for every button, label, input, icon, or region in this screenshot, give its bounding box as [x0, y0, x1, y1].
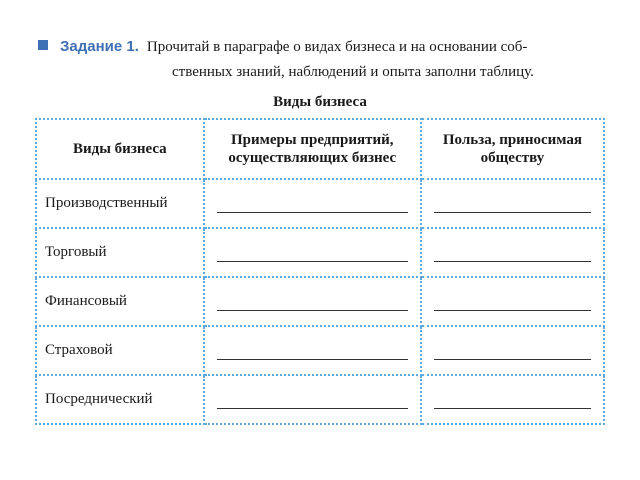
business-types-table [35, 118, 605, 425]
table-row [36, 375, 604, 424]
benefit-answer-field[interactable] [421, 326, 604, 375]
header-business-types: Виды бизнеса [36, 119, 204, 179]
examples-answer-field[interactable] [204, 375, 421, 424]
examples-answer-field[interactable] [204, 179, 421, 228]
task-text-line2: ственных знаний, наблюдений и опыта заполни таблицу. [172, 64, 534, 80]
answer-line [217, 359, 408, 360]
answer-line [217, 408, 408, 409]
task-block [38, 38, 618, 82]
answer-line [434, 359, 591, 360]
answer-line [434, 310, 591, 311]
answer-line [217, 261, 408, 262]
task-label: Задание 1. [60, 38, 139, 55]
square-bullet-icon [38, 40, 48, 50]
answer-line [434, 408, 591, 409]
examples-answer-field[interactable] [204, 326, 421, 375]
header-social-benefit: Польза, приносимая обществу [421, 119, 604, 179]
benefit-answer-field[interactable] [421, 277, 604, 326]
row-label: Страховой [36, 326, 204, 375]
examples-answer-field[interactable] [204, 228, 421, 277]
row-label: Торговый [36, 228, 204, 277]
row-label: Производственный [36, 179, 204, 228]
row-label: Посреднический [36, 375, 204, 424]
row-label: Финансовый [36, 277, 204, 326]
table-header-row [36, 119, 604, 179]
examples-answer-field[interactable] [204, 277, 421, 326]
answer-line [217, 212, 408, 213]
benefit-answer-field[interactable] [421, 375, 604, 424]
benefit-answer-field[interactable] [421, 228, 604, 277]
task-heading [38, 38, 618, 62]
table-row [36, 277, 604, 326]
answer-line [434, 212, 591, 213]
benefit-answer-field[interactable] [421, 179, 604, 228]
table-row [36, 326, 604, 375]
header-enterprise-examples: Примеры предприятий, осуществляющих бизнес [204, 119, 421, 179]
answer-line [434, 261, 591, 262]
table-row [36, 228, 604, 277]
table-row [36, 179, 604, 228]
task-text-line1: Прочитай в параграфе о видах бизнеса и на основании соб- [146, 39, 528, 55]
table-title: Виды бизнеса [273, 94, 367, 110]
answer-line [217, 310, 408, 311]
